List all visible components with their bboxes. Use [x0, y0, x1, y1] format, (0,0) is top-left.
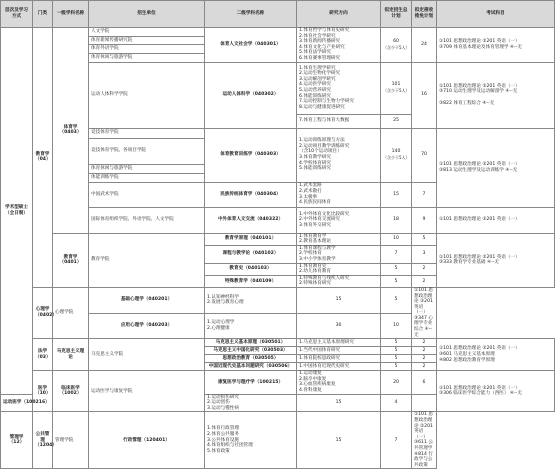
recommend-cell: 5	[381, 287, 412, 313]
direction-item: 1.认知神经科学	[207, 294, 239, 300]
recommend-cell: 16	[412, 62, 437, 128]
plan-cell: 5	[381, 263, 412, 275]
direction-item: 3.中小学体育教学	[299, 256, 336, 262]
second-discipline-cell: 运动人体科学（040302）	[205, 62, 297, 128]
exam-line: ①101 思想政治理论 ②201 英语（一）	[439, 385, 520, 391]
table-row	[1, 28, 555, 37]
direction-item: 8.运动与健康促进研究	[299, 104, 345, 110]
plan-note: （含少干5人）	[383, 155, 410, 161]
exam-cell	[437, 62, 555, 128]
second-discipline-cell: 基础心理学（040201）	[89, 287, 205, 313]
second-discipline-cell: 中外体育人文交流（040322）	[205, 207, 297, 233]
exam-line: ①101 思想政治理论 ②201 英语（一）	[414, 287, 433, 316]
direction-cell: 1.当代中国体育研究	[297, 347, 381, 355]
first-discipline-clinical: 临床医学（1002）	[53, 371, 89, 412]
exam-line: ③709 体育基本理论及体育管理学 ④--无	[439, 44, 522, 50]
direction-item: 4.运动医学研究	[299, 82, 331, 88]
unit-cell: 心理学院	[53, 287, 89, 338]
recommend-cell: 7	[412, 182, 437, 207]
table-row	[1, 233, 555, 245]
direction-cell	[297, 62, 381, 114]
direction-item: 4.体育文化与产业研究	[299, 44, 345, 50]
direction-item: 5.运动营养研究	[299, 88, 331, 94]
exam-line: ①101 思想政治理论 ②201 英语（一）	[439, 254, 520, 260]
plan-cell: 15	[297, 394, 381, 412]
plan-cell: 5	[381, 275, 412, 287]
direction-cell	[205, 313, 297, 339]
direction-item: 5.体育法学研究	[299, 50, 331, 56]
direction-item: 1.运动损伤研究	[207, 394, 239, 400]
direction-item: 4.民族民间体育	[299, 200, 331, 206]
table-row	[1, 339, 555, 347]
plan-cell	[381, 62, 412, 114]
exam-cell: ①101 思想政治理论 ②201 英语（一）	[437, 207, 555, 233]
direction-item: 1.体育教育史	[299, 263, 327, 269]
second-discipline-cell: 教育学原理（040101）	[205, 233, 297, 245]
exam-cell	[437, 128, 555, 207]
direction-item: 2.体育公共服务	[207, 431, 239, 437]
unit-cell: 国际体育组织学院、外语学院、人文学院	[89, 207, 205, 233]
direction-cell	[205, 412, 297, 469]
second-discipline-cell: 运动医学（100216）	[1, 394, 33, 412]
unit-cell: 体能训练学院	[89, 173, 205, 182]
unit-cell: 教育学院	[89, 233, 205, 287]
recommend-cell: 24	[412, 28, 437, 63]
direction-item: 4.学校体育研究	[299, 160, 331, 166]
exam-line: ①101 思想政治理论 ②201 英语（一）	[439, 161, 520, 167]
recommend-cell: 2	[412, 355, 437, 363]
direction-cell: 1.马克思主义基本原理研究	[297, 339, 381, 347]
exam-line: ③822 体育工程综合 ④--无	[439, 100, 495, 106]
direction-item: 2.运动生物化学研究	[299, 71, 341, 77]
plan-cell: 15	[381, 182, 412, 207]
exam-line: ④814 行政学与公共政策	[414, 451, 433, 468]
direction-item: 1.体育哲学与体育史研究	[299, 28, 350, 33]
direction-item: 5.体能训练研究	[299, 166, 331, 172]
direction-item: 3.体育新闻传播研究	[299, 39, 341, 45]
plan-cell: 30	[297, 313, 381, 339]
plan-cell: 5	[381, 339, 412, 347]
plan-value: 60	[393, 39, 399, 45]
unit-cell: 中国武术学院	[89, 182, 205, 207]
unit-cell: 竞技体育学院、各项目学院	[89, 138, 205, 164]
unit-cell: 体育新闻传播研究院	[89, 36, 205, 45]
exam-line: ①101 思想政治理论 ②201 英语（一）	[439, 83, 520, 89]
direction-item: 1.武术套路	[299, 183, 322, 189]
unit-cell: 运动医学与康复学院	[89, 371, 205, 412]
second-discipline-cell: 马克思主义中国化研究（030503）	[205, 347, 297, 355]
recommend-cell: 3	[412, 245, 437, 263]
direction-item: 3.运动与慢性病	[207, 405, 239, 411]
direction-item: 2.幼儿体育教育	[299, 269, 331, 275]
second-discipline-cell: 课程与教学论（040102）	[205, 245, 297, 263]
unit-cell: 管理学院	[53, 412, 89, 469]
exam-line: ④802 思想政治教育学原理	[439, 357, 495, 363]
direction-item: 2.中外体育交流研究	[299, 217, 341, 223]
first-discipline-edu: 教育学（0401）	[53, 233, 89, 287]
plan-cell: 25	[381, 114, 412, 128]
header-unit: 招生单位	[89, 1, 205, 28]
direction-cell	[297, 128, 381, 182]
recommend-cell: 9	[412, 207, 437, 233]
direction-item: 3.体育教学研究	[299, 155, 331, 161]
table-row	[1, 412, 555, 469]
unit-cell: 体育休闲与旅游学院	[89, 53, 205, 62]
direction-item: 2.学校体育	[299, 251, 322, 257]
direction-cell	[297, 114, 381, 128]
unit-cell: 竞技体育学院	[89, 128, 205, 138]
plan-value: 101	[391, 82, 401, 88]
plan-cell: 10	[381, 233, 412, 245]
recommend-cell: 2	[412, 339, 437, 347]
second-discipline-cell: 思想政治教育（030505）	[205, 355, 297, 363]
recommend-cell: 4	[381, 394, 412, 412]
table-row	[1, 371, 555, 394]
second-discipline-cell: 中国近现代史基本问题研究（030506）	[205, 363, 297, 371]
direction-cell	[297, 245, 381, 263]
table-row	[1, 287, 555, 313]
recommend-cell: 2	[412, 363, 437, 371]
level-cell: 学术型硕士（全日制）	[1, 28, 33, 395]
direction-cell	[297, 263, 381, 275]
exam-line: ③611 公共管理学	[414, 440, 433, 451]
direction-item: 2.特殊体育研究	[299, 281, 331, 287]
direction-item: 1.运动心理学	[207, 320, 235, 326]
second-discipline-cell: 体育人文社会学（040301）	[205, 28, 297, 63]
direction-cell	[297, 233, 381, 245]
direction-item: 2.运动创伤	[207, 400, 230, 406]
second-discipline-cell: 体育教育训练学（040303）	[205, 128, 297, 182]
direction-cell	[297, 371, 381, 394]
exam-cell	[437, 28, 555, 63]
direction-item: 1.中外体育文化比较研究	[299, 211, 350, 217]
second-discipline-cell: 特殊教育学（040109）	[205, 275, 297, 287]
direction-cell	[205, 394, 297, 412]
recommend-cell: 5	[412, 233, 437, 245]
direction-cell: 1.中国体育近现代史研究	[297, 363, 381, 371]
plan-cell: 5	[381, 355, 412, 363]
direction-cell	[297, 182, 381, 207]
direction-item: 3.太极拳	[299, 194, 318, 200]
plan-cell: 5	[381, 363, 412, 371]
exam-line: ③710 运动生理学及运动解剖学 ④--无	[439, 89, 518, 95]
direction-item: 2.心理健康	[207, 325, 230, 331]
direction-item: 7.运动控制与生物力学研究	[299, 99, 354, 105]
exam-line: ③333 教育学专业基础 ④--无	[439, 260, 499, 266]
plan-cell: 7	[381, 245, 412, 263]
direction-item: 1.运动训练原理与方法	[299, 138, 345, 144]
second-discipline-cell: 民族传统体育学（040304）	[205, 182, 297, 207]
plan-value: 140	[391, 149, 401, 155]
plan-cell: 18	[381, 207, 412, 233]
direction-item: 3.心血管疾病康复	[299, 382, 336, 388]
category-medicine: 医学（10）	[33, 371, 53, 412]
table-header-row	[1, 1, 555, 28]
second-discipline-cell: 应用心理学（040203）	[89, 313, 205, 339]
exam-cell	[412, 412, 437, 469]
direction-item: 2.发展与教育心理	[207, 300, 244, 306]
direction-item: 6.体育赛事管理研究	[299, 55, 341, 61]
direction-item: 1.体育课程与教学	[299, 245, 336, 251]
direction-item: 3.体育外交研究	[299, 222, 331, 228]
direction-item: 3.公共体育设施	[207, 437, 239, 443]
second-discipline-cell: 康复医学与理疗学（100215）	[205, 371, 297, 394]
plan-cell	[381, 28, 412, 63]
unit-cell: 运动人体科学学院	[89, 62, 205, 128]
unit-cell: 人文学院	[89, 28, 205, 37]
exam-line: ①101 思想政治理论 ②201 英语（一）	[439, 346, 520, 352]
recommend-cell: 10	[381, 313, 412, 339]
unit-cell: 马克思主义学院	[89, 339, 205, 371]
direction-item: 5.体育政策	[207, 448, 230, 454]
recommend-cell: 70	[412, 128, 437, 182]
category-law: 法学（03）	[33, 339, 53, 371]
direction-item: 7.体育工程与体育大数据	[299, 118, 350, 124]
recommend-cell: 2	[412, 275, 437, 287]
direction-cell	[205, 287, 297, 313]
exam-cell	[437, 371, 555, 412]
header-recommend-plan: 拟定接收推免计划	[412, 1, 437, 28]
direction-item: 1.体育生理学研究	[299, 65, 336, 71]
recommend-cell: 2	[412, 347, 437, 355]
unit-cell: 体育外语学院	[89, 45, 205, 54]
direction-item: 3.运动解剖学研究	[299, 76, 336, 82]
exam-line: ③813 运动生理学及运动训练学 ④--无	[439, 167, 518, 173]
exam-line: ③601 马克思主义基本原理	[439, 351, 495, 357]
header-category: 门类	[33, 1, 53, 28]
plan-cell: 15	[297, 412, 381, 469]
recommend-cell: 6	[412, 371, 437, 394]
plan-cell: 5	[381, 347, 412, 355]
recommend-cell: 7	[381, 412, 412, 469]
first-discipline-public-admin: 公共管理（1204）	[33, 412, 53, 469]
direction-item: 2.运动项目教学训练研究	[299, 143, 350, 149]
direction-cell: 1.体育院校思政研究	[297, 355, 381, 363]
direction-item: 2.体育社会学研究	[299, 33, 336, 39]
first-discipline-marx: 马克思主义理论	[53, 339, 89, 371]
exam-cell	[437, 233, 555, 287]
direction-item: 4.体育组织与社团管理	[207, 443, 253, 449]
recommend-cell: 2	[412, 263, 437, 275]
header-level: 层次及学习方式	[1, 1, 33, 28]
header-direction: 研究方向	[297, 1, 381, 28]
direction-item: 4.骨科康复	[299, 388, 322, 394]
exam-line: ③347 心理学专业综合 ④--无	[414, 315, 433, 338]
direction-item: 1.体育行政管理	[207, 426, 239, 432]
first-discipline-psy: 心理学（0402）	[33, 287, 53, 338]
exam-cell	[437, 339, 555, 371]
header-second-discipline: 二级学科名称	[205, 1, 297, 28]
direction-item: 2.脑卒中康复	[299, 376, 327, 382]
direction-cell	[297, 207, 381, 233]
direction-item: 1.特殊教育与残疾人研究	[299, 275, 350, 281]
plan-cell: 20	[381, 371, 412, 394]
plan-cell: 15	[297, 287, 381, 313]
exam-line: ①101 思想政治理论 ②201 英语（一）	[439, 39, 520, 45]
exam-line: ③306 临床医学综合能力（西医） ④--无	[439, 391, 522, 397]
category-management: 管理学（12）	[1, 412, 33, 469]
second-discipline-cell: 马克思主义基本原理（030501）	[205, 339, 297, 347]
direction-item: 1.体育教育学	[299, 233, 327, 239]
first-discipline-pe: 体育学（0403）	[53, 28, 89, 234]
plan-note: （含少干5人）	[383, 44, 410, 50]
exam-line: ①101 思想政治理论 ②201 英语（一）	[414, 412, 433, 440]
exam-cell	[412, 287, 437, 338]
second-discipline-cell: 行政管理（120401）	[89, 412, 205, 469]
category-education: 教育学（04）	[33, 28, 53, 288]
direction-item: 1.运动康复	[299, 371, 322, 377]
direction-cell	[297, 275, 381, 287]
direction-item: （含10个运动项目）	[299, 149, 342, 155]
second-discipline-cell: 教育史（040103）	[205, 263, 297, 275]
header-total-plan: 拟定招生总计划	[381, 1, 412, 28]
direction-item: 2.教育基本理论	[299, 239, 331, 245]
plan-note: （含少干5人）	[383, 88, 410, 94]
header-first-discipline: 一级学科名称	[53, 1, 89, 28]
direction-item: 2.武术散打	[299, 188, 322, 194]
direction-item: 6.体能训练研究	[299, 93, 331, 99]
plan-cell	[381, 128, 412, 182]
header-exam: 考试科目	[437, 1, 555, 28]
unit-cell: 体育休闲与旅游学院	[89, 164, 205, 173]
direction-cell	[297, 28, 381, 63]
